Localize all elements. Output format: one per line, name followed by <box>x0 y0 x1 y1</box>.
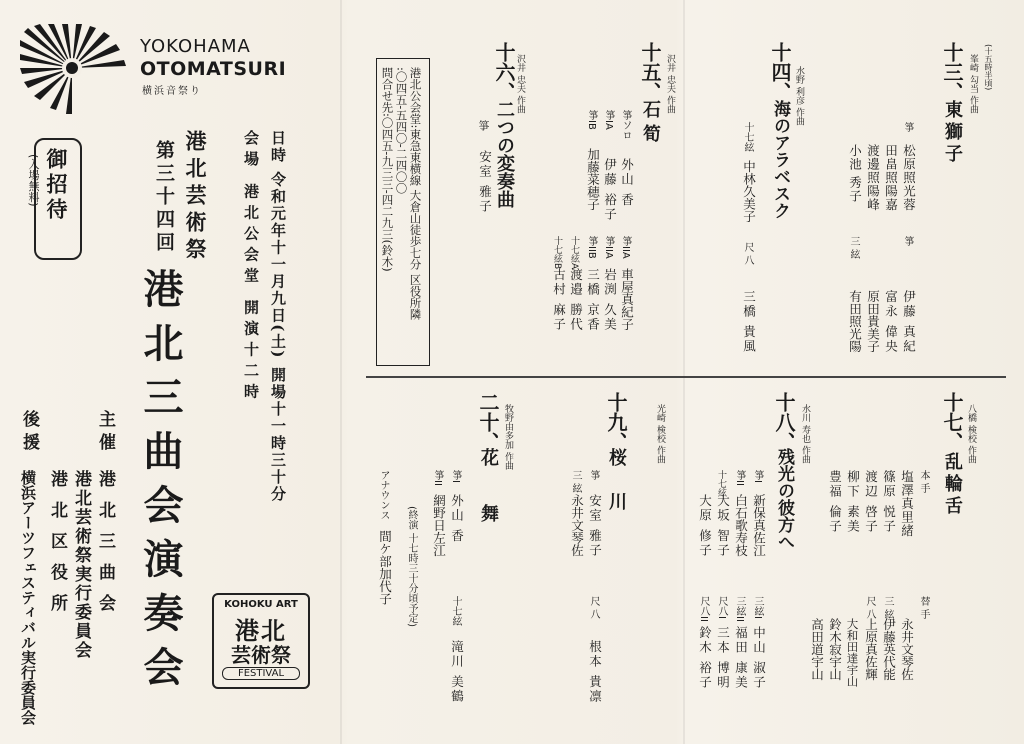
access-line-2: :〇四五‐五四〇‐二四〇〇 <box>394 67 409 194</box>
event-datetime: 日時 令和元年十一月九日(土) 開場十一時三十分 <box>269 130 287 503</box>
program-composer: 八橋 検校 作曲 <box>966 404 976 464</box>
program-number: 十四、 <box>768 42 792 102</box>
program-player: 伊藤英代能 <box>881 618 897 681</box>
program-composer: 牧野由多加 作曲 <box>503 404 513 470</box>
program-instrument: 三 絃 <box>848 236 859 260</box>
program-player: 柳下 素美 <box>845 470 861 534</box>
program-instrument: 尺 八 <box>588 596 599 620</box>
program-instrument: 箏 <box>588 470 599 480</box>
program-player: 高田道宇山 <box>809 618 825 681</box>
program-player: 豊福 倫子 <box>827 470 843 534</box>
program-number: 二十、 <box>476 392 500 452</box>
program-title: 石 筍 <box>640 100 661 143</box>
program-player: 岩渕 久美 <box>602 268 618 332</box>
program-instrument: 三 絃 <box>882 596 893 620</box>
program-player: 鈴木 裕子 <box>697 626 713 690</box>
program-title: 東獅子 <box>942 100 963 166</box>
program-title: 花 舞 <box>478 448 499 539</box>
program-player: 有田照光陽 <box>847 290 863 353</box>
host-2: 港北芸術祭実行委員会 <box>71 470 91 660</box>
program-player: 渡邊照陽峰 <box>865 144 881 212</box>
program-player: 永井文琴佐 <box>569 494 585 557</box>
program-instrument: 箏II <box>432 470 443 486</box>
program-player: 渡邉 勝代 <box>568 268 584 332</box>
program-number: 十六、 <box>492 42 516 102</box>
sunburst-logo-icon <box>20 24 130 114</box>
host-label: 主催 <box>95 410 115 456</box>
program-player: 加藤菜穂子 <box>585 148 601 211</box>
program-instrument: 箏ソロ <box>620 110 631 140</box>
program-player: 篠原 悦子 <box>881 470 897 534</box>
section-divider <box>366 376 1006 378</box>
festival-name: 港北芸術祭 <box>183 130 208 265</box>
logo-otomatsuri: OTOMATSURI <box>140 58 287 80</box>
program-number: 十七、 <box>940 392 964 452</box>
stamp-main-1: 港北 <box>235 616 287 645</box>
program-player: 塩澤真里緒 <box>899 470 915 538</box>
program-title: 乱輪舌 <box>942 452 963 518</box>
logo-japanese: 横浜音祭り <box>142 86 202 97</box>
program-player: 外山 香 <box>449 494 465 544</box>
program-instrument: 箏IIA <box>603 236 614 259</box>
stamp-bottom: FESTIVAL <box>222 667 300 680</box>
program-instrument: 三絃I <box>752 596 763 619</box>
program-player: 田畠照陽嘉 <box>883 144 899 212</box>
program-player: 伊藤 真紀 <box>901 290 917 354</box>
access-info-box <box>376 58 430 366</box>
edition-number: 第三十四回 <box>153 140 175 255</box>
concert-title: 港北三曲会演奏会 <box>137 268 184 700</box>
fold-line-right <box>683 0 685 744</box>
program-instrument: 箏 <box>902 236 913 246</box>
program-instrument: 箏IA <box>603 110 614 130</box>
program-player: 三橋 貴風 <box>741 290 757 354</box>
program-composer: 水野 利彦 作曲 <box>794 66 804 126</box>
program-player: 富永 偉央 <box>883 290 899 354</box>
program-instrument: 箏 <box>477 120 490 131</box>
finale-note: (終演 十七時三十分頃予定) <box>406 506 417 627</box>
program-player: 中林久美子 <box>741 160 757 223</box>
program-instrument: 箏IIA <box>620 236 631 259</box>
announcer-name: 間ケ部加代子 <box>377 530 393 605</box>
program-player: 車屋真紀子 <box>619 268 635 331</box>
program-player: 中山 淑子 <box>751 626 767 690</box>
kohoku-art-festival-stamp <box>212 593 310 689</box>
program-player: 古村 麻子 <box>551 268 567 332</box>
program-player: 福田 康美 <box>733 626 749 690</box>
announcer-label: アナウンス <box>378 470 389 520</box>
program-player: 安室 雅子 <box>477 150 493 214</box>
program-instrument: 箏II <box>734 470 745 486</box>
logo-yokohama: YOKOHAMA <box>140 36 251 57</box>
program-composer: 沢井 忠夫 作曲 <box>665 54 675 114</box>
event-venue: 会場 港北公会堂 開演十二時 <box>242 130 260 405</box>
invitation-free-note: (入場無料) <box>27 154 40 207</box>
program-instrument: 箏 <box>902 122 913 132</box>
program-number: 十三、 <box>940 42 964 102</box>
program-instrument: 尺八I <box>716 596 727 619</box>
support-2: 横浜アーツフェスティバル実行委員会 <box>19 470 37 725</box>
program-instrument: 尺 八 <box>742 242 753 266</box>
program-player: 大坂 智子 <box>715 494 731 558</box>
program-title: 海のアラベスク <box>770 100 790 219</box>
program-player: 伊藤 裕子 <box>602 158 618 222</box>
program-composer: 沢井 忠夫 作曲 <box>515 54 525 114</box>
program-player: 根本 貴凛 <box>587 640 603 704</box>
program-player: 三橋 京香 <box>585 268 601 332</box>
access-line-3: 問合せ先:〇四五‐九三三‐四二九三(鈴木) <box>380 67 395 272</box>
program-player: 網野日左江 <box>431 494 447 557</box>
program-instrument: 尺 八 <box>864 596 875 620</box>
support-label: 後援 <box>19 410 39 456</box>
stamp-main-2: 芸術祭 <box>231 643 291 667</box>
stamp-top: KOHOKU ART <box>224 599 298 610</box>
program-number: 十九、 <box>604 392 628 452</box>
program-instrument: 箏I <box>752 470 763 483</box>
program-instrument: 十七絃 <box>742 122 753 152</box>
program-title: 二つの変奏曲 <box>494 100 515 208</box>
program-number: 十八、 <box>772 392 796 452</box>
program-composer: 峯崎 勾当 作曲 <box>968 54 978 114</box>
program-instrument: 十七絃 <box>716 470 726 497</box>
fold-line-left <box>340 0 342 744</box>
program-player: 白石歌寿枝 <box>733 494 749 557</box>
program-composer: 水川 寿也 作曲 <box>800 404 810 464</box>
program-composer: 光崎 検校 作曲 <box>655 404 665 464</box>
program-title: 桜 川 <box>606 448 627 521</box>
program-instrument: 箏IB <box>586 110 597 130</box>
program-instrument: 箏I <box>450 470 461 483</box>
program-player: 大和田達宇山 <box>845 618 860 687</box>
program-player: 大原 修子 <box>697 494 713 558</box>
program-instrument: 本 手 <box>918 470 929 494</box>
program-player: 松原照光蓉 <box>901 144 917 212</box>
program-instrument: 尺八II <box>698 596 709 622</box>
invitation-title: 御招待 <box>44 148 69 223</box>
support-1: 港北区役所 <box>47 470 67 625</box>
invitation-box <box>27 138 82 260</box>
program-player: 永井文琴佐 <box>899 618 915 681</box>
program-instrument: 三 絃 <box>570 470 581 494</box>
program-instrument: 十七絃B <box>552 236 562 270</box>
host-1: 港北三曲会 <box>95 470 115 625</box>
program-time-note: (十五時半頃) <box>984 44 993 91</box>
program-player: 安室 雅子 <box>587 494 603 558</box>
program-player: 鈴木寂宇山 <box>827 618 843 681</box>
program-player: 新保真佐江 <box>751 494 767 557</box>
program-instrument: 十七絃A <box>569 236 579 270</box>
program-player: 原田貴美子 <box>865 290 881 353</box>
program-player: 外山 香 <box>619 158 635 208</box>
program-player: 渡辺 啓子 <box>863 470 879 534</box>
access-line-1: 港北公会堂:東急東横線 大倉山徒歩七分 区役所隣 <box>408 67 423 320</box>
program-instrument: 替 手 <box>918 596 929 620</box>
program-instrument: 十七絃 <box>450 596 461 626</box>
program-player: 上原真佐輝 <box>863 618 879 681</box>
program-instrument: 三絃II <box>734 596 745 622</box>
program-player: 滝川 美鶴 <box>449 640 465 704</box>
program-player: 小池 秀子 <box>847 144 863 203</box>
program-title: 残光の彼方へ <box>774 448 794 550</box>
program-instrument: 箏IIB <box>586 236 597 259</box>
program-player: 三本 博明 <box>715 626 731 690</box>
program-number: 十五、 <box>638 42 662 102</box>
